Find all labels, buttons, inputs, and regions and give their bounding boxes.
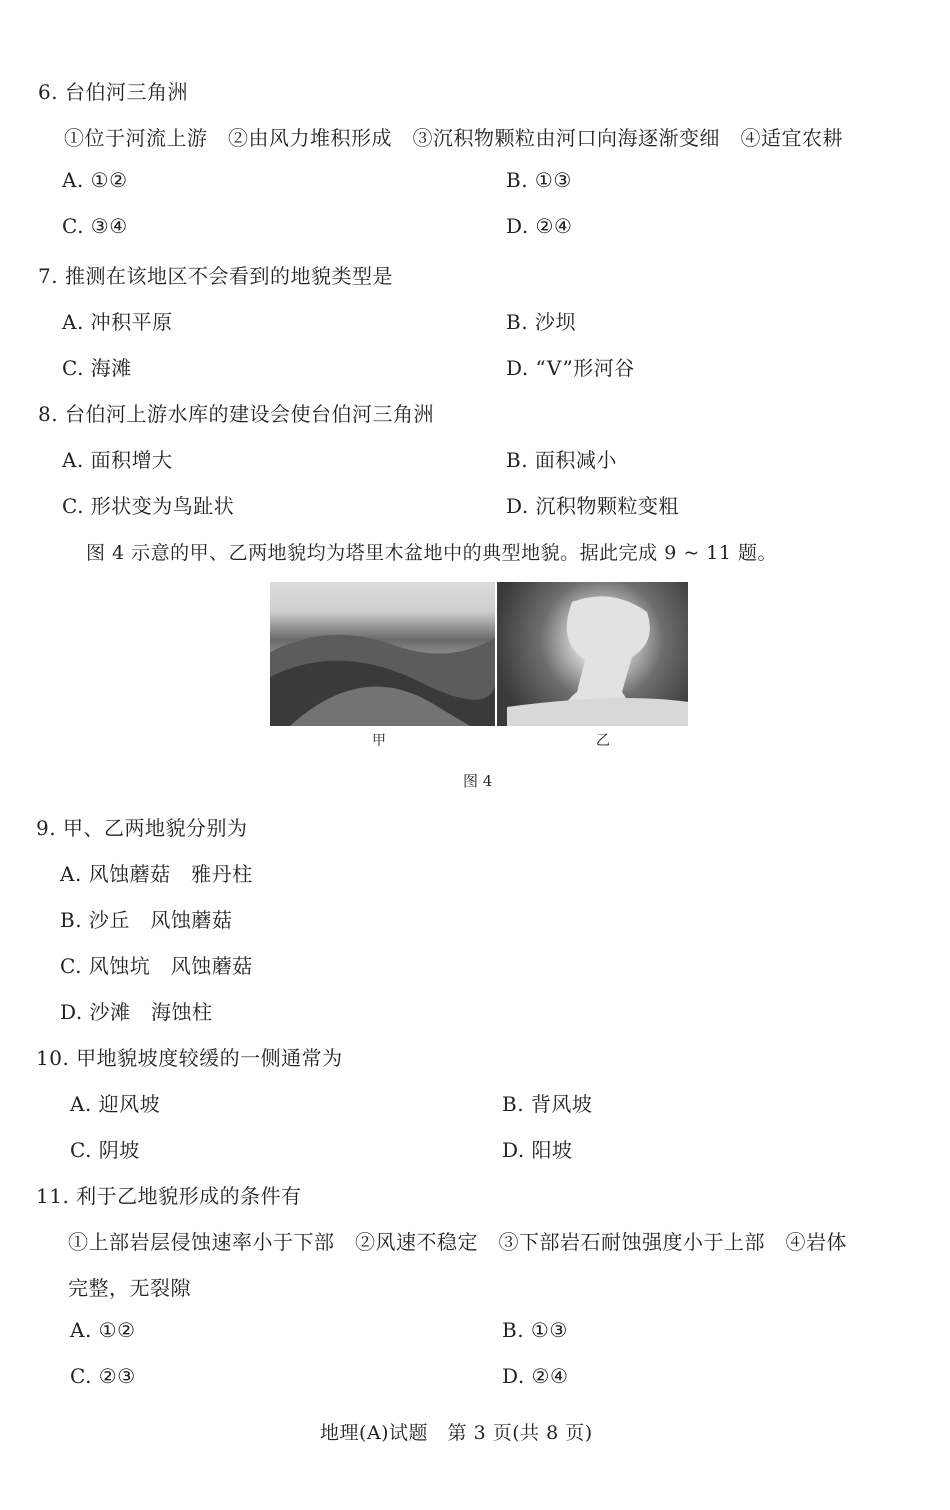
q9-option-c: C. 风蚀坑 风蚀蘑菇 bbox=[60, 954, 253, 978]
q11-option-a: A. ①② bbox=[70, 1318, 136, 1342]
photo-yi-mushroom-rock bbox=[497, 582, 688, 726]
q7-option-a: A. 冲积平原 bbox=[62, 310, 173, 334]
q6-option-b: B. ①③ bbox=[506, 168, 572, 192]
q6-stem: 6. 台伯河三角洲 bbox=[38, 80, 188, 104]
q11-stem: 11. 利于乙地貌形成的条件有 bbox=[36, 1184, 302, 1208]
q10-option-a: A. 迎风坡 bbox=[70, 1092, 161, 1116]
photo-label-yi: 乙 bbox=[596, 733, 610, 749]
figure-4-photos bbox=[270, 582, 688, 726]
photo-label-jia: 甲 bbox=[372, 733, 386, 749]
q10-stem: 10. 甲地貌坡度较缓的一侧通常为 bbox=[36, 1046, 343, 1070]
q11-statements-line1: ①上部岩层侵蚀速率小于下部 ②风速不稳定 ③下部岩石耐蚀强度小于上部 ④岩体 bbox=[68, 1230, 847, 1254]
q9-option-d: D. 沙滩 海蚀柱 bbox=[60, 1000, 213, 1024]
q10-option-c: C. 阴坡 bbox=[70, 1138, 140, 1162]
q8-option-b: B. 面积减小 bbox=[506, 448, 617, 472]
q8-option-d: D. 沉积物颗粒变粗 bbox=[506, 494, 680, 518]
q6-option-c: C. ③④ bbox=[62, 214, 128, 238]
q11-option-c: C. ②③ bbox=[70, 1364, 136, 1388]
page-footer: 地理(A)试题 第 3 页(共 8 页) bbox=[320, 1422, 593, 1444]
q8-option-c: C. 形状变为鸟趾状 bbox=[62, 494, 235, 518]
intro-text: 图 4 示意的甲、乙两地貌均为塔里木盆地中的典型地貌。据此完成 9 ~ 11 题。 bbox=[86, 542, 778, 564]
q6-option-d: D. ②④ bbox=[506, 214, 573, 238]
q9-option-b: B. 沙丘 风蚀蘑菇 bbox=[60, 908, 233, 932]
figure-caption: 图 4 bbox=[463, 772, 493, 790]
q6-statements: ①位于河流上游 ②由风力堆积形成 ③沉积物颗粒由河口向海逐渐变细 ④适宜农耕 bbox=[64, 126, 843, 150]
q11-statements-line2: 完整，无裂隙 bbox=[68, 1276, 191, 1300]
q10-option-b: B. 背风坡 bbox=[502, 1092, 593, 1116]
q7-stem: 7. 推测在该地区不会看到的地貌类型是 bbox=[38, 264, 393, 288]
q7-option-c: C. 海滩 bbox=[62, 356, 132, 380]
q7-option-d: D. “V”形河谷 bbox=[506, 356, 635, 380]
q8-option-a: A. 面积增大 bbox=[62, 448, 173, 472]
q8-stem: 8. 台伯河上游水库的建设会使台伯河三角洲 bbox=[38, 402, 434, 426]
q7-option-b: B. 沙坝 bbox=[506, 310, 576, 334]
q6-option-a: A. ①② bbox=[62, 168, 128, 192]
q11-option-b: B. ①③ bbox=[502, 1318, 568, 1342]
photo-jia-sand-dunes bbox=[270, 582, 495, 726]
q10-option-d: D. 阳坡 bbox=[502, 1138, 573, 1162]
q9-option-a: A. 风蚀蘑菇 雅丹柱 bbox=[60, 862, 253, 886]
q11-option-d: D. ②④ bbox=[502, 1364, 569, 1388]
q9-stem: 9. 甲、乙两地貌分别为 bbox=[36, 816, 248, 840]
